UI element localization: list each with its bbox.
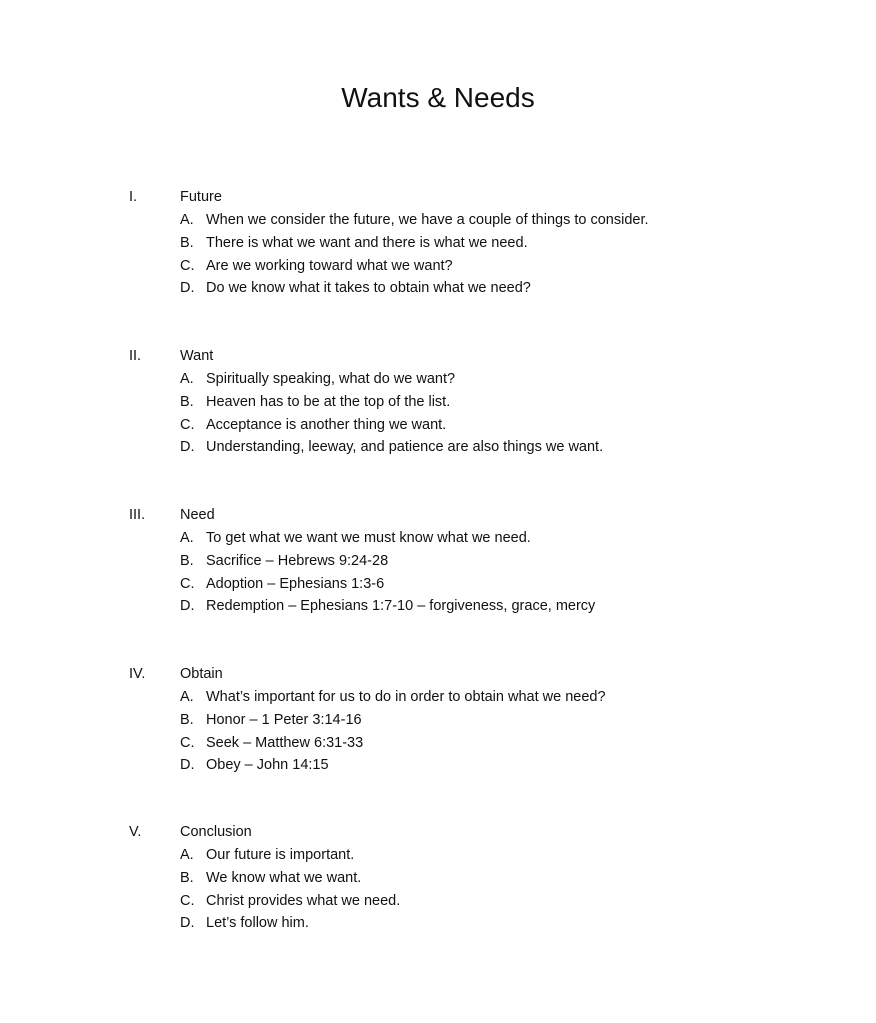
item-text: Our future is important. [206, 847, 355, 863]
section-heading: Need [180, 507, 215, 523]
list-item [0, 686, 876, 709]
item-text: We know what we want. [206, 869, 362, 886]
section-numeral: IV. [129, 666, 146, 682]
item-letter: B. [180, 711, 194, 728]
item-text: What’s important for us to do in order to obtain what we need? [206, 689, 606, 705]
section-heading: Obtain [180, 666, 223, 682]
outline-section-conclusion [0, 821, 876, 935]
list-item [0, 550, 876, 573]
item-text: Redemption – Ephesians 1:7-10 – forgiveness, grace, mercy [206, 598, 596, 615]
item-letter: A. [180, 847, 194, 863]
item-letter: C. [180, 734, 195, 751]
item-text: Christ provides what we need. [206, 892, 401, 909]
item-letter: B. [180, 869, 194, 886]
section-numeral: V. [129, 824, 142, 840]
list-item [0, 436, 876, 459]
list-item [0, 732, 876, 755]
item-text: Understanding, leeway, and patience are also things we want. [206, 439, 604, 456]
item-letter: A. [180, 212, 194, 228]
item-letter: D. [180, 598, 195, 615]
item-letter: C. [180, 257, 195, 274]
item-text: Honor – 1 Peter 3:14-16 [206, 711, 362, 728]
item-letter: A. [180, 371, 194, 387]
section-heading: Want [180, 348, 214, 364]
outline-section-obtain [0, 663, 876, 777]
list-item [0, 709, 876, 732]
item-text: Heaven has to be at the top of the list. [206, 393, 451, 410]
item-text: Sacrifice – Hebrews 9:24-28 [206, 552, 389, 569]
item-text: Seek – Matthew 6:31-33 [206, 734, 364, 751]
outline-section-future [0, 186, 876, 300]
item-letter: B. [180, 552, 194, 569]
item-text: Are we working toward what we want? [206, 257, 453, 274]
item-text: Obey – John 14:15 [206, 757, 329, 774]
page-title: Wants & Needs [341, 82, 535, 113]
item-text: To get what we want we must know what we need. [206, 530, 531, 546]
section-numeral: I. [129, 189, 138, 205]
item-letter: C. [180, 892, 195, 909]
list-item [0, 391, 876, 414]
item-letter: A. [180, 689, 194, 705]
item-letter: B. [180, 393, 194, 410]
section-heading: Conclusion [180, 824, 252, 840]
list-item [0, 232, 876, 255]
item-letter: D. [180, 439, 195, 456]
list-item [0, 209, 876, 232]
list-item [0, 573, 876, 596]
list-item [0, 844, 876, 867]
item-letter: C. [180, 575, 195, 592]
list-item [0, 912, 876, 935]
item-letter: D. [180, 915, 195, 932]
list-item [0, 754, 876, 777]
list-item [0, 255, 876, 278]
item-text: There is what we want and there is what we need. [206, 234, 528, 251]
list-item [0, 867, 876, 890]
item-text: When we consider the future, we have a couple of things to consider. [206, 212, 649, 228]
item-text: Adoption – Ephesians 1:3-6 [206, 575, 385, 592]
section-numeral: III. [129, 507, 146, 523]
section-numeral: II. [129, 348, 142, 364]
list-item [0, 414, 876, 437]
item-letter: C. [180, 416, 195, 433]
item-letter: B. [180, 234, 194, 251]
list-item [0, 890, 876, 913]
list-item [0, 595, 876, 618]
item-text: Do we know what it takes to obtain what we need? [206, 280, 531, 297]
list-item [0, 277, 876, 300]
outline-section-need [0, 504, 876, 618]
item-letter: D. [180, 757, 195, 774]
list-item [0, 368, 876, 391]
item-text: Acceptance is another thing we want. [206, 416, 447, 433]
list-item [0, 527, 876, 550]
section-heading: Future [180, 189, 222, 205]
outline-section-want [0, 345, 876, 459]
item-letter: D. [180, 280, 195, 297]
item-text: Spiritually speaking, what do we want? [206, 371, 456, 387]
item-text: Let’s follow him. [206, 915, 309, 932]
item-letter: A. [180, 530, 194, 546]
